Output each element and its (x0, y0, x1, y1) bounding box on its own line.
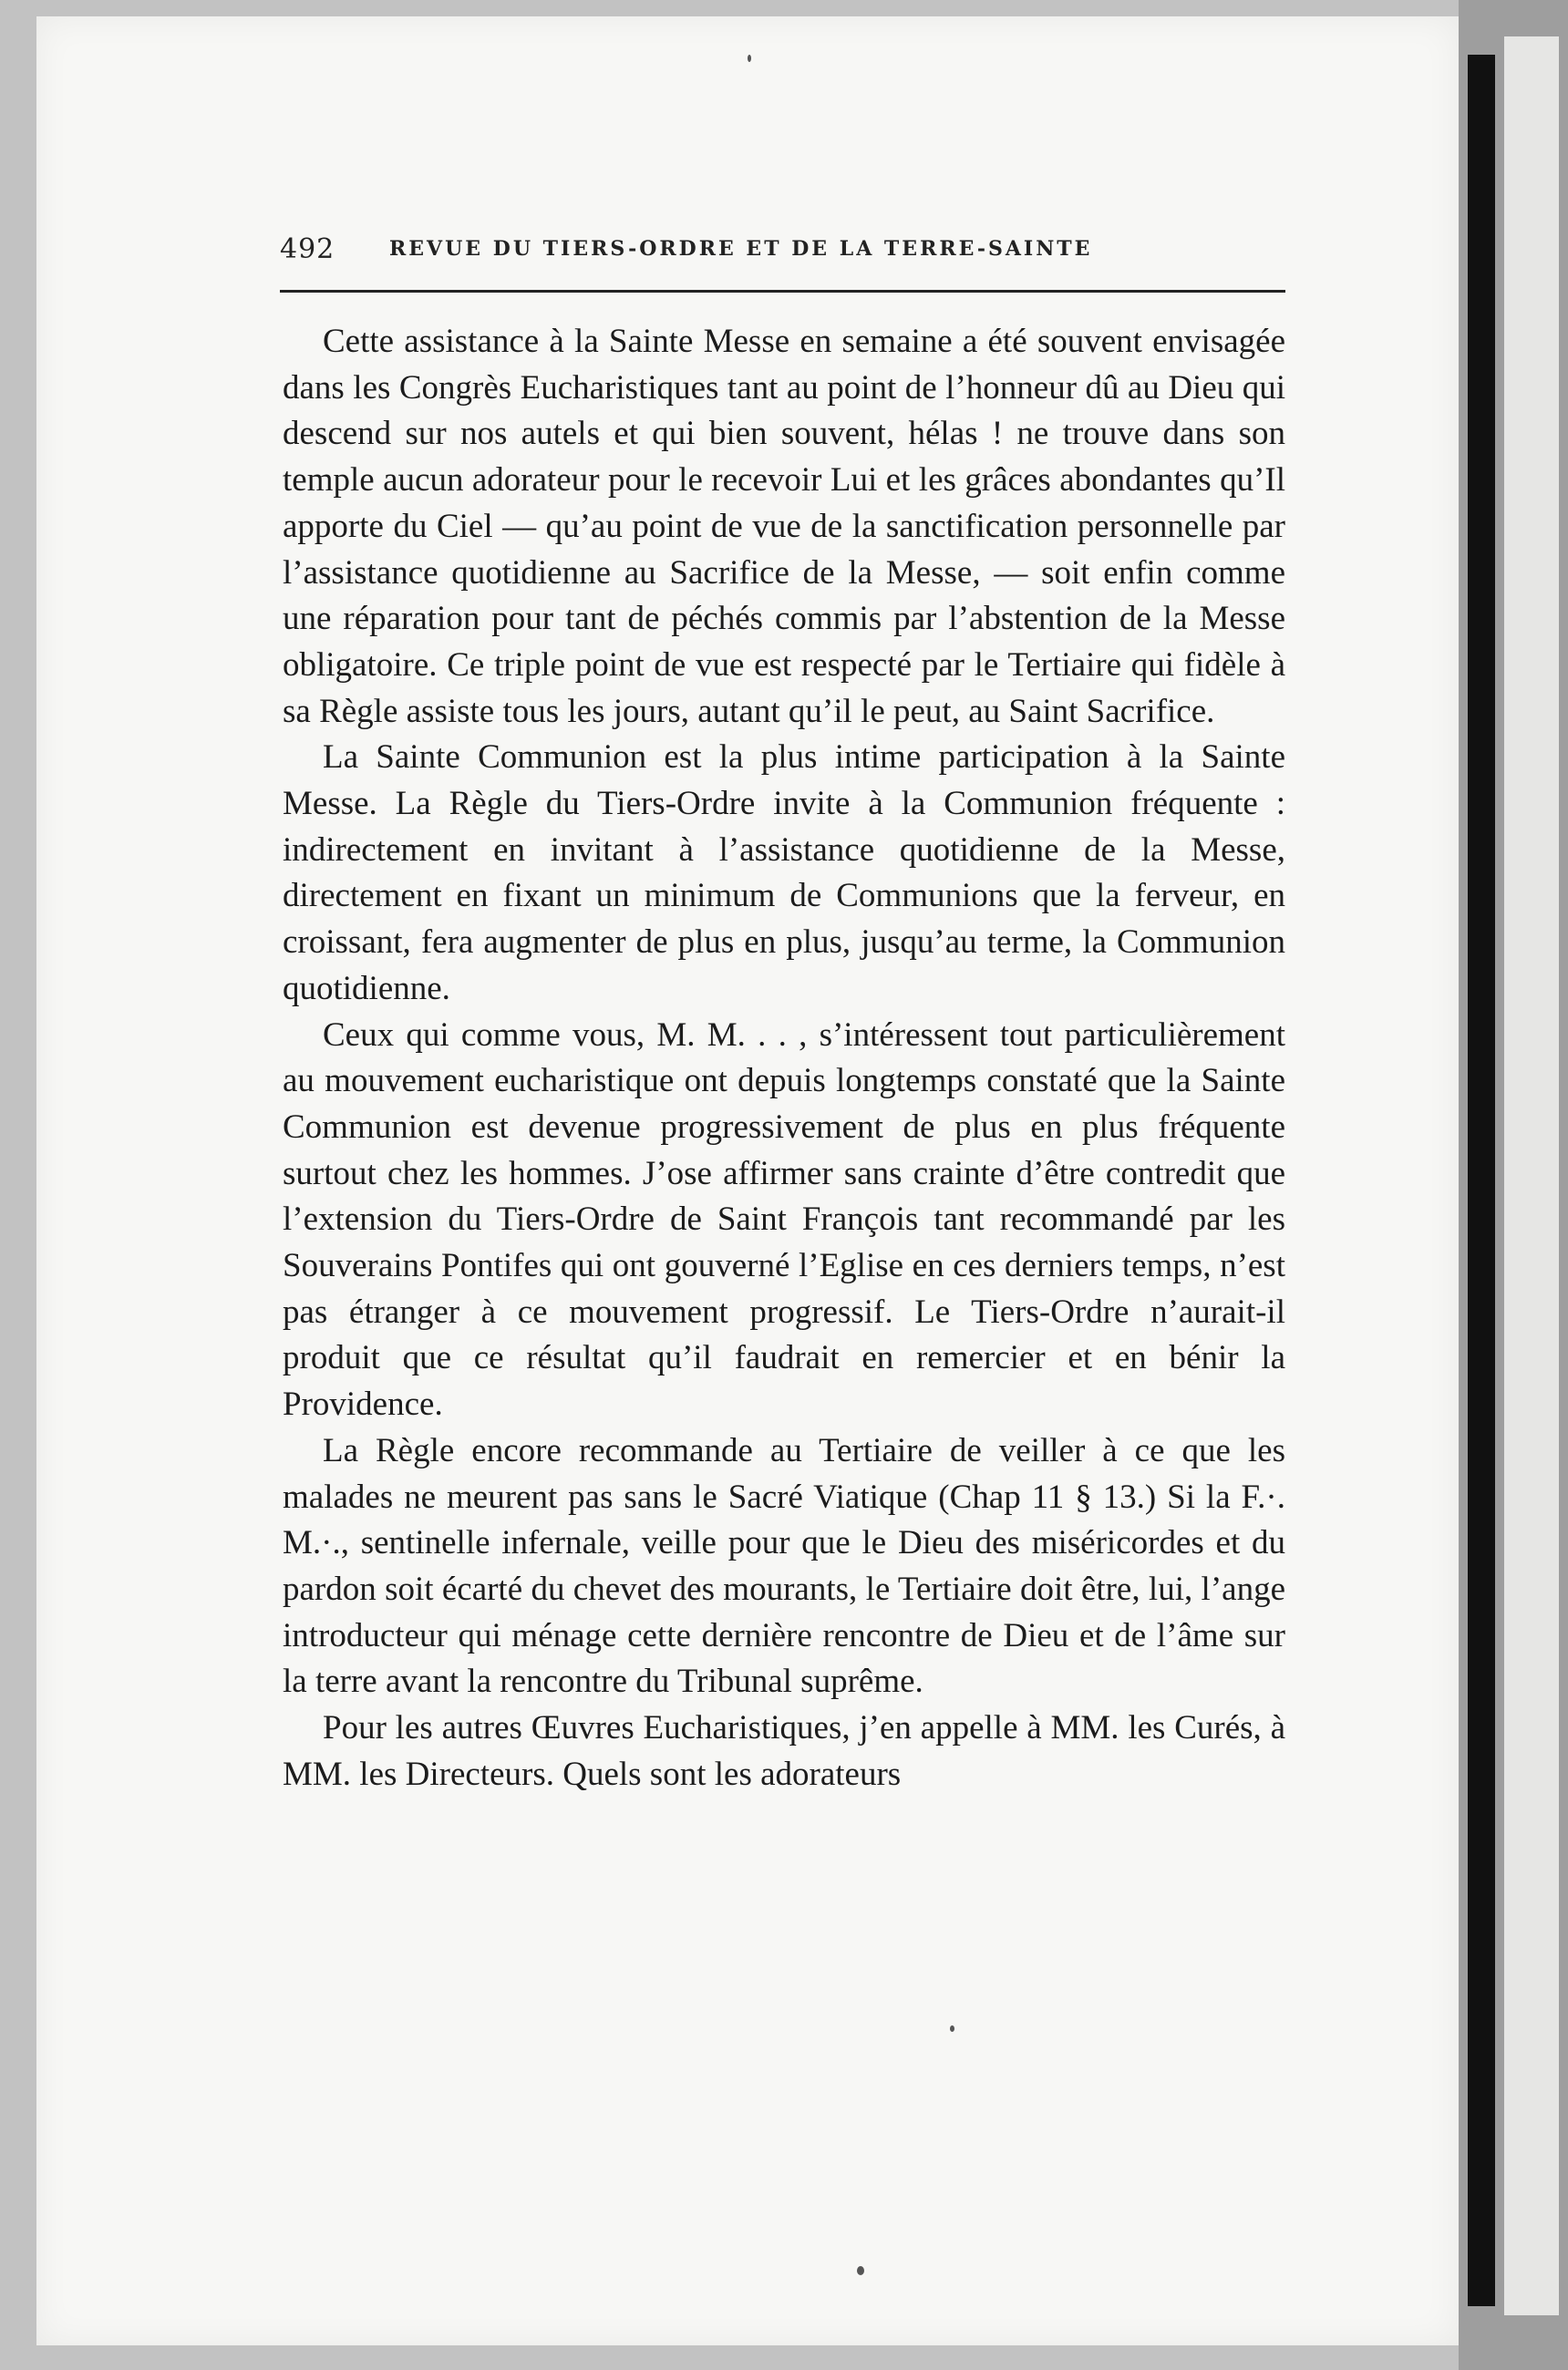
paragraph: Cette assistance à la Sainte Messe en semaine a été souvent envisagée dans les Congrès Eucharistiques tant au point de l’honneur dû au Dieu qui descend sur nos autels et qui bien souvent, hélas ! ne trouve dans son temple aucun adorateur pour le recevoir Lui et les grâces abondantes qu’Il apporte du Ciel — qu’au point de vue de la sanctification personnelle par l’assistance quotidienne au Sacrifice de la Messe, — soit enfin comme une réparation pour tant de péchés commis par l’abstention de la Messe obligatoire. Ce triple point de vue est respecté par le Tertiaire qui fidèle à sa Règle assiste tous les jours, autant qu’il le peut, au Saint Sacrifice. (283, 323, 1285, 730)
paragraph: La Sainte Communion est la plus intime participation à la Sainte Messe. La Règle du Tiers-Ordre invite à la Communion fréquente : indirectement en invitant à l’assistance quotidienne de la Messe, directement en fixant un minimum de Communions que la ferveur, en croissant, fera augmenter de plus en plus, jusqu’au terme, la Communion quotidienne. (283, 738, 1285, 1007)
paragraph: Ceux qui comme vous, M. M. . . , s’intéressent tout particulièrement au mouvement eucharistique ont depuis longtemps constaté que la Sainte Communion est devenue progressivement de plus en plus fréquente surtout chez les hommes. J’ose affirmer sans crainte d’être contredit que l’extension du Tiers-Ordre de Saint François tant recommandé par les Souverains Pontifes qui ont gouverné l’Eglise en ces derniers temps, n’est pas étranger à ce mouvement progressif. Le Tiers-Ordre n’aurait-il produit que ce résultat qu’il faudrait en remercier et en bénir la Providence. (283, 1015, 1285, 1424)
header-rule (280, 290, 1285, 293)
paragraph: Pour les autres Œuvres Eucharistiques, j’en appelle à MM. les Curés, à MM. les Directeurs. Quels sont les adorateurs (283, 1709, 1285, 1793)
scan-speck (857, 2266, 864, 2275)
page-header (280, 233, 1283, 270)
scan-speck (950, 2025, 954, 2032)
body-text (283, 319, 1285, 1798)
binding-shadow (1468, 55, 1495, 2306)
page-number: 492 (280, 233, 335, 265)
scan-speck (748, 55, 751, 62)
running-title: REVUE DU TIERS-ORDRE ET DE LA TERRE-SAINTE (389, 237, 1093, 261)
paragraph: La Règle encore recommande au Tertiaire de veiller à ce que les malades ne meurent pas sans le Sacré Viatique (Chap 11 § 13.) Si la F.·. M.·., sentinelle infernale, veille pour que le Dieu des miséricordes et du pardon soit écarté du chevet des mourants, le Tertiaire doit être, lui, l’ange introducteur qui ménage cette dernière rencontre de Dieu et de l’âme sur la terre avant la rencontre du Tribunal suprême. (283, 1431, 1285, 1701)
facing-page-edge (1504, 36, 1559, 2315)
